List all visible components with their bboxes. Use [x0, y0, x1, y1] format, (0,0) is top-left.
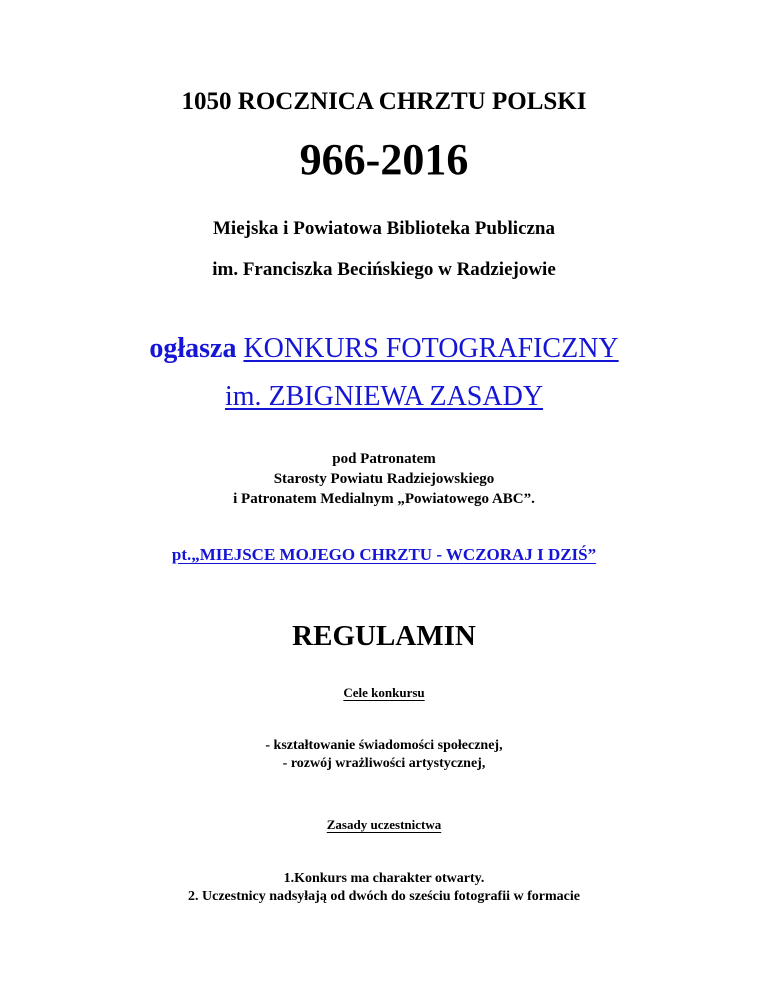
announcement-prefix: ogłasza: [149, 333, 237, 364]
rule-item-2: 2. Uczestnicy nadsyłają od dwóch do sześciu fotografii w formacie: [188, 889, 580, 904]
contest-name-line: [0, 381, 768, 413]
goals-heading-text: Cele konkursu: [343, 685, 425, 700]
theme-link[interactable]: pt.„MIEJSCE MOJEGO CHRZTU - WCZORAJ I DZIŚ”: [171, 545, 597, 564]
contest-link[interactable]: KONKURS FOTOGRAFICZNY: [243, 333, 619, 364]
organizer-line-1: Miejska i Powiatowa Biblioteka Publiczna: [213, 218, 555, 239]
theme-line: [0, 545, 768, 565]
contest-name-link[interactable]: im. ZBIGNIEWA ZASADY: [224, 381, 544, 412]
patronage-line-2: Starosty Powiatu Radziejowskiego: [273, 471, 495, 487]
goals-heading: [0, 685, 768, 701]
main-title: 1050 ROCZNICA CHRZTU POLSKI: [181, 88, 587, 115]
regulations-title: REGULAMIN: [292, 620, 476, 652]
rule-item-1: 1.Konkurs ma charakter otwarty.: [283, 871, 485, 886]
announcement-line: [0, 333, 768, 365]
patronage-line-1: pod Patronatem: [332, 451, 436, 467]
rules-heading-text: Zasady uczestnictwa: [326, 817, 442, 832]
goal-item-1: - kształtowanie świadomości społecznej,: [265, 738, 503, 753]
organizer-line-2: im. Franciszka Becińskiego w Radziejowie: [212, 259, 556, 280]
years-title: 966-2016: [299, 135, 469, 184]
rules-heading: [0, 817, 768, 833]
goal-item-2: - rozwój wrażliwości artystycznej,: [282, 756, 486, 771]
patronage-line-3: i Patronatem Medialnym „Powiatowego ABC”.: [233, 491, 535, 507]
